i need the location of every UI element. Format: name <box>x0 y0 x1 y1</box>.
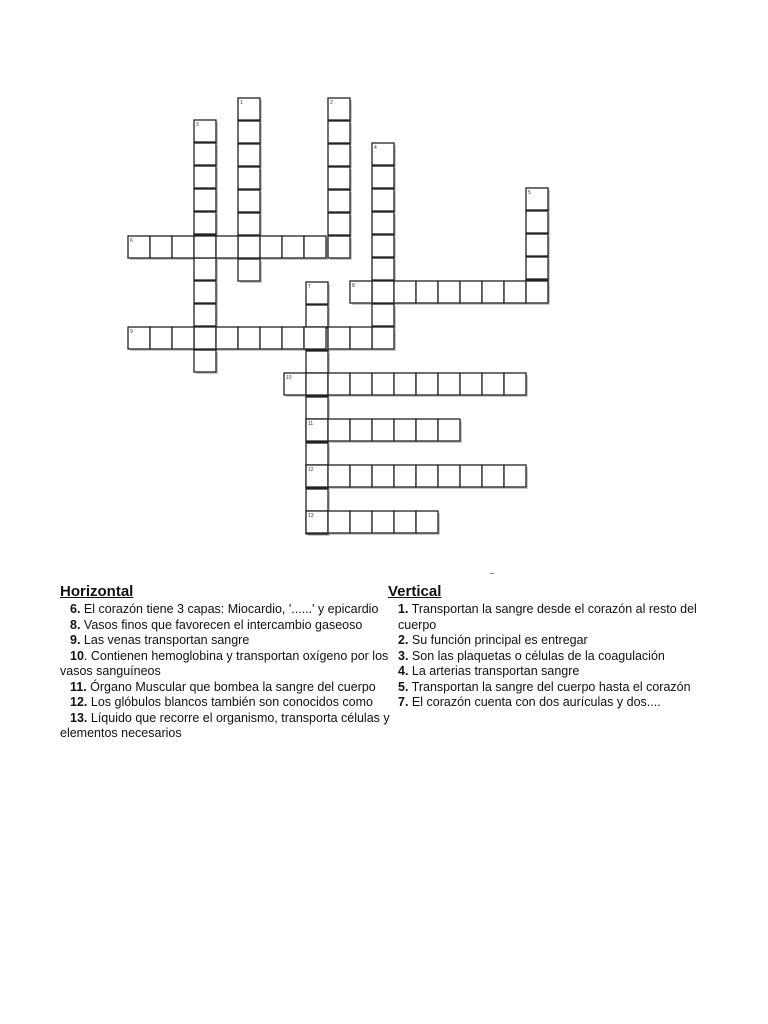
crossword-cell[interactable] <box>416 419 438 441</box>
clue-number: 8. <box>70 617 81 632</box>
crossword-cell[interactable] <box>328 213 350 235</box>
crossword-cell[interactable] <box>526 257 548 279</box>
crossword-cell[interactable] <box>306 489 328 511</box>
crossword-cell[interactable] <box>526 281 548 303</box>
crossword-cell[interactable] <box>194 327 216 349</box>
clue-item <box>60 618 390 634</box>
crossword-cell[interactable] <box>504 373 526 395</box>
clue-text: Vasos finos que favorecen el intercambio gaseoso <box>80 617 363 632</box>
crossword-cell[interactable] <box>238 213 260 235</box>
crossword-cell[interactable] <box>482 373 504 395</box>
crossword-cell[interactable] <box>372 258 394 280</box>
crossword-cell[interactable] <box>482 281 504 303</box>
clue-item <box>60 633 390 649</box>
crossword-cell[interactable] <box>194 189 216 211</box>
vertical-clues <box>388 583 718 711</box>
crossword-cell[interactable] <box>238 259 260 281</box>
crossword-cell[interactable] <box>328 511 350 533</box>
crossword-cell[interactable] <box>372 212 394 234</box>
cell-number: 4 <box>374 145 377 151</box>
crossword-cell[interactable] <box>372 304 394 326</box>
cell-number: 11 <box>308 421 314 427</box>
crossword-cell[interactable] <box>194 350 216 372</box>
clue-number: 11. <box>70 679 87 694</box>
vertical-clue-list <box>388 602 718 711</box>
crossword-cell[interactable] <box>306 397 328 419</box>
crossword-cell[interactable] <box>260 327 282 349</box>
crossword-cell[interactable] <box>350 373 372 395</box>
crossword-cell[interactable] <box>306 373 328 395</box>
crossword-cell[interactable] <box>238 121 260 143</box>
clue-item <box>388 633 718 649</box>
crossword-cell[interactable] <box>394 281 416 303</box>
crossword-cell[interactable] <box>372 281 394 303</box>
crossword-cell[interactable] <box>438 373 460 395</box>
crossword-cell[interactable] <box>394 511 416 533</box>
clue-text: . Contienen hemoglobina y transportan oxígeno por los vasos sanguíneos <box>60 648 389 678</box>
clue-text: Órgano Muscular que bombea la sangre del cuerpo <box>86 679 376 694</box>
crossword-cell[interactable] <box>526 234 548 256</box>
crossword-cell[interactable] <box>328 121 350 143</box>
crossword-cell[interactable] <box>372 327 394 349</box>
clue-text: El corazón cuenta con dos aurículas y dos.... <box>408 695 661 709</box>
crossword-cell[interactable] <box>260 236 282 258</box>
crossword-cell[interactable] <box>482 465 504 487</box>
crossword-cell[interactable] <box>438 281 460 303</box>
crossword-cell[interactable] <box>504 465 526 487</box>
clue-item <box>60 602 390 618</box>
crossword-cell[interactable] <box>194 212 216 234</box>
crossword-cell[interactable] <box>394 465 416 487</box>
crossword-cell[interactable] <box>238 167 260 189</box>
clue-number: 5. <box>398 679 409 694</box>
crossword-cell[interactable] <box>438 465 460 487</box>
horizontal-clues <box>60 583 390 742</box>
crossword-cell[interactable] <box>238 144 260 166</box>
crossword-cell[interactable] <box>306 351 328 373</box>
horizontal-heading: Horizontal <box>60 583 134 600</box>
crossword-cell[interactable] <box>216 327 238 349</box>
crossword-cell[interactable] <box>306 305 328 327</box>
clue-text: Los glóbulos blancos también son conocidos como <box>87 695 373 709</box>
clue-text: La arterias transportan sangre <box>408 664 580 678</box>
crossword-cell[interactable] <box>394 373 416 395</box>
crossword-cell[interactable] <box>460 281 482 303</box>
crossword-cell[interactable] <box>194 281 216 303</box>
clue-number: 7. <box>398 695 409 709</box>
crossword-cell[interactable] <box>372 419 394 441</box>
cell-number: 3 <box>196 122 199 128</box>
cell-number: 7 <box>308 284 311 290</box>
crossword-cell[interactable] <box>238 190 260 212</box>
clue-number: 10 <box>70 648 84 663</box>
cell-number: 8 <box>352 283 355 289</box>
clue-number: 12. <box>70 695 88 709</box>
vertical-heading: Vertical <box>388 583 442 600</box>
clue-item <box>388 602 718 633</box>
crossword-cell[interactable] <box>416 511 438 533</box>
crossword-cell[interactable] <box>282 236 304 258</box>
crossword-cell[interactable] <box>328 190 350 212</box>
crossword-cell[interactable] <box>306 443 328 465</box>
cell-number: 2 <box>330 100 333 106</box>
clue-number: 2. <box>398 633 409 647</box>
crossword-cell[interactable] <box>416 281 438 303</box>
crossword-cell[interactable] <box>150 236 172 258</box>
crossword-cell[interactable] <box>304 327 326 349</box>
cell-number: 10 <box>286 375 292 381</box>
crossword-cell[interactable] <box>350 419 372 441</box>
stray-mark <box>490 573 494 574</box>
clue-text: Transportan la sangre desde el corazón al resto del cuerpo <box>398 602 697 632</box>
clue-number: 1. <box>398 602 409 616</box>
horizontal-clue-list <box>60 602 390 742</box>
clue-item <box>60 695 390 711</box>
crossword-cell[interactable] <box>526 211 548 233</box>
crossword-cell[interactable] <box>372 189 394 211</box>
crossword-cell[interactable] <box>238 236 260 258</box>
crossword-cell[interactable] <box>282 327 304 349</box>
crossword-cell[interactable] <box>416 373 438 395</box>
crossword-cell[interactable] <box>328 373 350 395</box>
clue-number: 3. <box>398 648 409 663</box>
crossword-cell[interactable] <box>194 304 216 326</box>
crossword-cell[interactable] <box>372 166 394 188</box>
clue-text: Su función principal es entregar <box>408 633 588 647</box>
crossword-cell[interactable] <box>394 419 416 441</box>
crossword-cell[interactable] <box>328 419 350 441</box>
clue-item <box>60 711 390 742</box>
clue-number: 4. <box>398 664 409 678</box>
clue-text: Son las plaquetas o células de la coagulación <box>408 648 665 663</box>
cell-number: 9 <box>130 329 133 335</box>
clue-text: Transportan la sangre del cuerpo hasta el corazón <box>408 679 691 694</box>
clue-text: Líquido que recorre el organismo, transporta células y elementos necesarios <box>60 710 390 740</box>
crossword-cell[interactable] <box>350 327 372 349</box>
crossword-cell[interactable] <box>216 236 238 258</box>
crossword-cell[interactable] <box>372 511 394 533</box>
crossword-cell[interactable] <box>460 373 482 395</box>
crossword-cell[interactable] <box>372 465 394 487</box>
cell-number: 6 <box>130 238 133 244</box>
clue-item <box>388 664 718 680</box>
clue-item <box>60 649 390 680</box>
crossword-cell[interactable] <box>328 327 350 349</box>
crossword-cell[interactable] <box>460 465 482 487</box>
crossword-cell[interactable] <box>350 511 372 533</box>
cell-number: 5 <box>528 190 531 196</box>
crossword-cell[interactable] <box>372 235 394 257</box>
crossword-cell[interactable] <box>172 236 194 258</box>
crossword-cell[interactable] <box>372 373 394 395</box>
clue-number: 9. <box>70 633 81 647</box>
clue-item <box>388 695 718 711</box>
cell-number: 1 <box>240 100 243 106</box>
crossword-cell[interactable] <box>328 465 350 487</box>
cell-number: 13 <box>308 513 314 519</box>
crossword-cell[interactable] <box>416 465 438 487</box>
crossword-cell[interactable] <box>172 327 194 349</box>
clue-number: 6. <box>70 602 81 616</box>
crossword-cell[interactable] <box>350 465 372 487</box>
clue-item <box>388 649 718 665</box>
crossword-cell[interactable] <box>194 143 216 165</box>
crossword-cell[interactable] <box>194 236 216 258</box>
clue-number: 13. <box>70 710 88 725</box>
crossword-cell[interactable] <box>328 144 350 166</box>
crossword-cell[interactable] <box>194 258 216 280</box>
clue-text: Las venas transportan sangre <box>80 633 250 647</box>
crossword-cell[interactable] <box>504 281 526 303</box>
crossword-cell[interactable] <box>438 419 460 441</box>
crossword-cell[interactable] <box>150 327 172 349</box>
crossword-cell[interactable] <box>238 327 260 349</box>
clue-item <box>60 680 390 696</box>
crossword-cell[interactable] <box>194 166 216 188</box>
clue-text: El corazón tiene 3 capas: Miocardio, '......' y epicardio <box>80 602 379 616</box>
cell-number: 12 <box>308 467 314 473</box>
crossword-cell[interactable] <box>304 236 326 258</box>
crossword-cell[interactable] <box>328 236 350 258</box>
crossword-cell[interactable] <box>328 167 350 189</box>
clue-item <box>388 680 718 696</box>
